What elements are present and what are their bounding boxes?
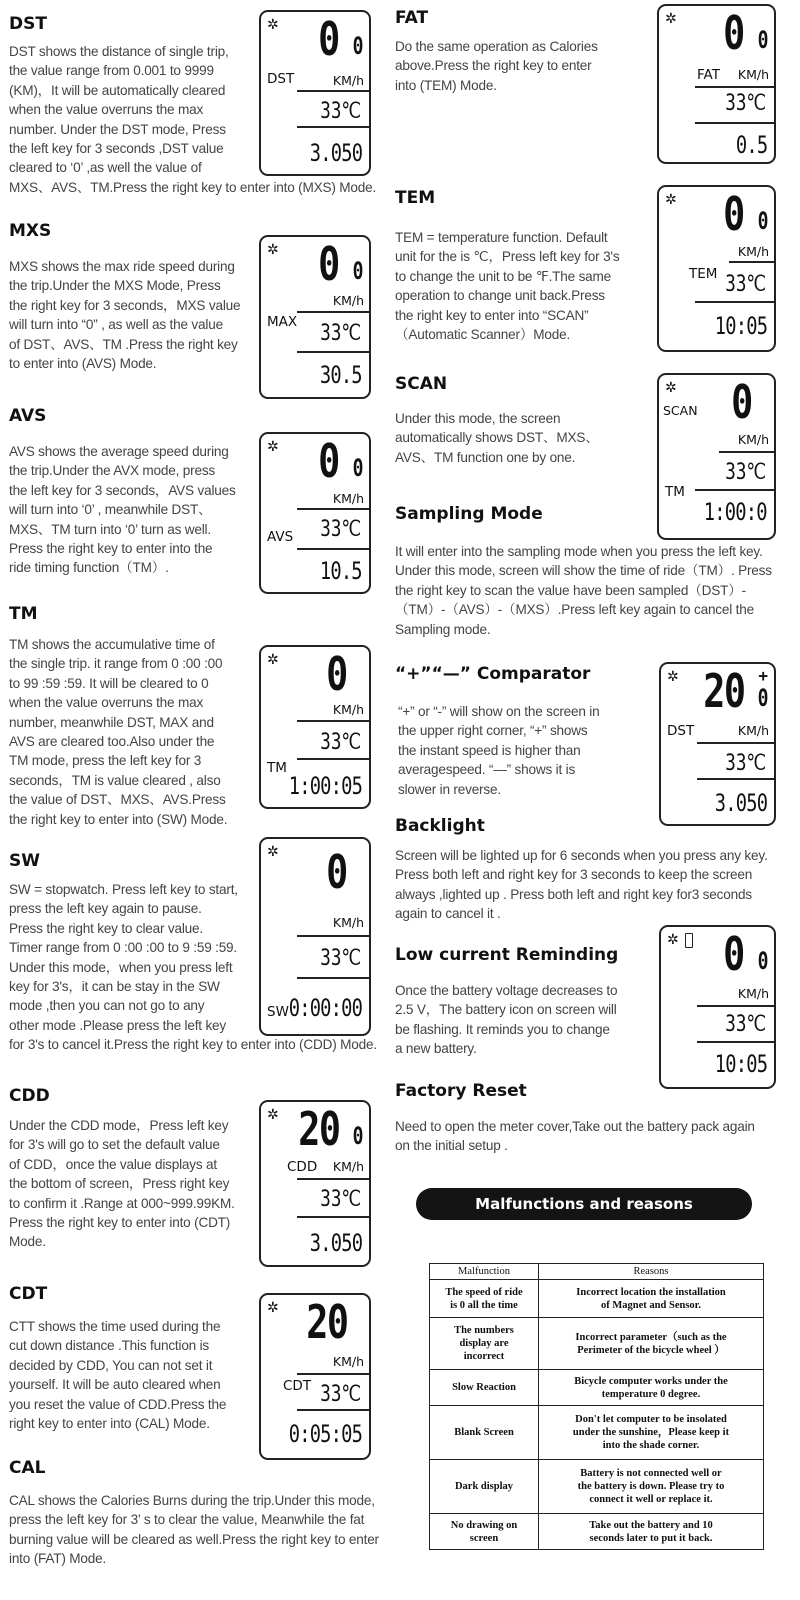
sampling-text: It will enter into the sampling mode when you press the left key. Under this mode, screen will show the time of ride（TM）. Press the right key to scan the value have been sampled（DST）- （TM）-（AVS）-（MXS）.Press left key again to cancel the Sampling mode. xyxy=(395,544,772,637)
lcd-divider xyxy=(297,90,369,92)
lcd-lowcurrent xyxy=(659,925,776,1089)
backlight-text: Screen will be lighted up for 6 seconds when you press any key. Press both left and right key for 3 seconds to keep the screen always ,lighted up . Press both left and right key for3 seconds again to cancel it . xyxy=(395,848,768,922)
lcd-speed: 0 xyxy=(723,6,744,60)
table-row xyxy=(430,1460,764,1514)
cal-text: CAL shows the Calories Burns during the trip.Under this mode, press the left key for 3’ s to clear the value, Meanwhile the fat burning value will be cleared as well.Press the right key to enter into (FAT) Mode. xyxy=(9,1493,379,1567)
lcd-temperature: 33℃ xyxy=(320,1187,361,1212)
comparator-text: “+” or “-” will show on the screen in the upper right corner, “+” shows the instant speed is higher than averagespeed. “—” shows it is slower in reverse. xyxy=(398,704,600,797)
gear-icon: ✲ xyxy=(665,192,677,208)
malfunctions-table xyxy=(429,1263,764,1550)
lcd-value: 0.5 xyxy=(735,131,767,159)
gear-icon: ✲ xyxy=(267,17,279,33)
lcd-fat xyxy=(657,4,776,164)
sampling-heading: Sampling Mode xyxy=(395,504,543,524)
factory-heading: Factory Reset xyxy=(395,1081,527,1101)
lcd-temperature: 33℃ xyxy=(320,321,361,346)
lcd-divider xyxy=(695,122,774,124)
lowcurrent-text: Once the battery voltage decreases to 2.5 V，The battery icon on screen will be flashing. It reminds you to change a new battery. xyxy=(395,983,618,1057)
battery-icon xyxy=(685,933,693,948)
lcd-temperature: 33℃ xyxy=(320,517,361,542)
lcd-divider xyxy=(297,1373,369,1375)
column-header: Malfunction xyxy=(430,1264,539,1280)
lcd-divider xyxy=(697,1005,774,1007)
lcd-unit: KM/h xyxy=(332,491,364,506)
reason-cell: Incorrect location the installation of Magnet and Sensor. xyxy=(539,1280,764,1318)
lcd-unit: KM/h xyxy=(332,702,364,717)
fat-heading: FAT xyxy=(395,8,429,28)
tm-text: TM shows the accumulative time of the single trip. it range from 0 :00 :00 to 99 :59 :59. It will be cleared to 0 when the value overruns the max number, meanwhile DST, MAX and AVS are cleared too.Also under the TM mode, press the left key for 3 seconds，TM is value cleared , also the value of DST、MXS、AVS.Press the right key to enter into (SW) Mode. xyxy=(9,637,228,827)
lcd-speed: 0 xyxy=(318,12,339,66)
lcd-mode: CDD xyxy=(287,1159,318,1175)
cdt-text: CTT shows the time used during the cut down distance .This function is decided by CDD, You can not set it yourself. It will be auto cleared when you reset the value of CDD.Press the right key to enter into (CAL) Mode. xyxy=(9,1319,227,1432)
lcd-temperature: 33℃ xyxy=(725,272,766,297)
lcd-temperature: 33℃ xyxy=(725,460,766,485)
lcd-mode: MAX xyxy=(267,314,298,330)
lcd-speed: 0 xyxy=(326,647,347,701)
table-row xyxy=(430,1318,764,1370)
lcd-unit: KM/h xyxy=(332,1354,364,1369)
lcd-divider xyxy=(697,742,774,744)
malfunction-cell: No drawing on screen xyxy=(430,1514,539,1550)
lcd-mode: CDT xyxy=(283,1378,312,1394)
lcd-divider xyxy=(695,489,774,491)
lcd-speed: 20 xyxy=(702,664,744,718)
lcd-mode: TEM xyxy=(689,266,718,282)
lcd-divider xyxy=(297,311,369,313)
malfunctions-banner: Malfunctions and reasons xyxy=(416,1188,752,1220)
lcd-dst xyxy=(259,10,371,176)
reason-cell: Bicycle computer works under the temperature 0 degree. xyxy=(539,1370,764,1406)
lcd-speed: 20 xyxy=(297,1102,339,1156)
lcd-speed-decimal: 0 xyxy=(757,684,768,712)
lcd-value: 10.5 xyxy=(320,557,362,585)
reason-cell: Don't let computer to be insolated under the sunshine，Please keep it into the shade corner. xyxy=(539,1406,764,1460)
lcd-mode: FAT xyxy=(697,67,720,83)
gear-icon: ✲ xyxy=(267,439,279,455)
lcd-unit: KM/h xyxy=(737,986,769,1001)
lcd-divider xyxy=(695,301,774,303)
lcd-temperature: 33℃ xyxy=(725,1012,766,1037)
lcd-speed-decimal: 0 xyxy=(757,26,768,54)
gear-icon: ✲ xyxy=(665,11,677,27)
malfunction-cell: The speed of ride is 0 all the time xyxy=(430,1280,539,1318)
table-row xyxy=(430,1280,764,1318)
table-row xyxy=(430,1370,764,1406)
lcd-value: 3.050 xyxy=(309,139,362,167)
fat-text: Do the same operation as Calories above.Press the right key to enter into (TEM) Mode. xyxy=(395,39,598,93)
lcd-speed: 0 xyxy=(731,375,752,429)
lcd-tm xyxy=(259,645,371,809)
lcd-unit: KM/h xyxy=(332,915,364,930)
lcd-unit: KM/h xyxy=(332,293,364,308)
lcd-value: 10:05 xyxy=(714,1050,767,1078)
lowcurrent-heading: Low current Reminding xyxy=(395,945,619,965)
table-header-row xyxy=(430,1264,764,1280)
lcd-divider xyxy=(297,1216,369,1218)
comparator-heading: “+”“—” Comparator xyxy=(395,664,591,684)
lcd-divider xyxy=(297,126,369,128)
lcd-unit: KM/h xyxy=(737,67,769,82)
plus-sign: + xyxy=(758,666,768,685)
cal-heading: CAL xyxy=(9,1458,46,1478)
tem-text: TEM = temperature function. Default unit for the is ℃，Press left key for 3's to change the unit to be ℉.The same operation to change unit back.Press the right key to enter into “SCAN” （Automatic Scanner）Mode. xyxy=(395,230,620,343)
sw-heading: SW xyxy=(9,851,40,871)
lcd-speed: 0 xyxy=(723,927,744,981)
lcd-value: 0:05:05 xyxy=(288,1420,362,1448)
lcd-divider xyxy=(297,758,369,760)
lcd-divider xyxy=(297,1178,369,1180)
lcd-unit: KM/h xyxy=(737,723,769,738)
reason-cell: Incorrect parameter（such as the Perimeter of the bicycle wheel ） xyxy=(539,1318,764,1370)
backlight-heading: Backlight xyxy=(395,816,485,836)
lcd-avs xyxy=(259,432,371,594)
gear-icon: ✲ xyxy=(267,1300,279,1316)
lcd-temperature: 33℃ xyxy=(320,1382,361,1407)
lcd-speed-decimal: 0 xyxy=(757,207,768,235)
lcd-divider xyxy=(729,261,774,263)
lcd-speed-decimal: 0 xyxy=(352,32,363,60)
lcd-speed: 20 xyxy=(305,1295,347,1349)
lcd-speed-decimal: 0 xyxy=(352,454,363,482)
gear-icon: ✲ xyxy=(667,669,679,685)
lcd-mode: SW xyxy=(267,1004,289,1020)
malfunction-cell: Blank Screen xyxy=(430,1406,539,1460)
lcd-temperature: 33℃ xyxy=(320,946,361,971)
lcd-speed: 0 xyxy=(326,845,347,899)
lcd-speed: 0 xyxy=(318,434,339,488)
lcd-unit: KM/h xyxy=(737,244,769,259)
lcd-divider xyxy=(297,351,369,353)
dst-text: DST shows the distance of single trip, the value range from 0.001 to 9999 (KM)，It will be automatically cleared when the value overruns the max number. Under the DST mode, Press the left key for 3 seconds ,DST value cleared to ‘0’ ,as well the value of MXS、AVS、TM.Press the right key to enter into (MXS) Mode. xyxy=(9,44,377,195)
lcd-divider xyxy=(297,977,369,979)
reason-cell: Take out the battery and 10 seconds later to put it back. xyxy=(539,1514,764,1550)
lcd-mode: AVS xyxy=(267,529,294,545)
lcd-divider xyxy=(697,778,774,780)
column-header: Reasons xyxy=(539,1264,764,1280)
table-row xyxy=(430,1514,764,1550)
lcd-value: 1:00:05 xyxy=(288,772,362,800)
lcd-value: 0:00:00 xyxy=(288,994,362,1022)
scan-heading: SCAN xyxy=(395,374,448,394)
mxs-heading: MXS xyxy=(9,221,52,241)
lcd-comparator xyxy=(659,662,776,826)
lcd-divider xyxy=(697,1041,774,1043)
dst-heading: DST xyxy=(9,14,47,34)
lcd-mode: TM xyxy=(267,760,287,776)
scan-text: Under this mode, the screen automatically shows DST、MXS、 AVS、TM function one by one. xyxy=(395,411,599,465)
gear-icon: ✲ xyxy=(267,844,279,860)
gear-icon: ✲ xyxy=(267,652,279,668)
lcd-speed-decimal: 0 xyxy=(352,1122,363,1150)
lcd-divider xyxy=(719,451,774,453)
lcd-divider xyxy=(297,508,369,510)
lcd-speed: 0 xyxy=(723,187,744,241)
lcd-speed-decimal: 0 xyxy=(352,257,363,285)
gear-icon: ✲ xyxy=(667,932,679,948)
lcd-divider xyxy=(297,935,369,937)
lcd-unit: KM/h xyxy=(332,1159,364,1174)
lcd-value: 3.050 xyxy=(309,1229,362,1257)
lcd-divider xyxy=(695,86,774,88)
lcd-cdd xyxy=(259,1100,371,1267)
cdt-heading: CDT xyxy=(9,1284,48,1304)
sw-text: SW = stopwatch. Press left key to start, press the left key again to pause. Press the right key to clear value. Timer range from 0 :00 :00 to 9 :59 :59. Under this mode，when you press left key for 3's，it can be stay in the SW mode ,then you can not go to any other mode .Please press the left key for 3's to cancel it.Press the right key to enter into (CDD) Mode. xyxy=(9,882,377,1053)
malfunction-cell: Slow Reaction xyxy=(430,1370,539,1406)
avs-text: AVS shows the average speed during the trip.Under the AVX mode, press the left key for 3 seconds，AVS values will turn into ‘0’ , meanwhile DST、 MXS、TM turn into ‘0’ turn as well. Press the right key to enter into the ride timing function（TM）. xyxy=(9,444,236,576)
lcd-temperature: 33℃ xyxy=(725,91,766,116)
lcd-value: 10:05 xyxy=(714,312,767,340)
lcd-speed: 0 xyxy=(318,237,339,291)
lcd-divider xyxy=(297,1409,369,1411)
lcd-value: 30.5 xyxy=(320,361,362,389)
mxs-text: MXS shows the max ride speed during the trip.Under the MXS Mode, Press the right key for 3 seconds，MXS value will turn into “0” , as well as the value of DST、AVS、TM .Press the right key to enter into (AVS) Mode. xyxy=(9,259,241,372)
lcd-tem xyxy=(657,185,776,352)
lcd-mxs xyxy=(259,235,371,399)
malfunction-cell: Dark display xyxy=(430,1460,539,1514)
lcd-cdt xyxy=(259,1293,371,1460)
lcd-value: 3.050 xyxy=(714,789,767,817)
tm-heading: TM xyxy=(9,604,38,624)
lcd-unit: KM/h xyxy=(737,432,769,447)
lcd-sw xyxy=(259,837,371,1036)
malfunction-cell: The numbers display are incorrect xyxy=(430,1318,539,1370)
table-row xyxy=(430,1406,764,1460)
avs-heading: AVS xyxy=(9,406,47,426)
lcd-unit: KM/h xyxy=(332,73,364,88)
gear-icon: ✲ xyxy=(267,1107,279,1123)
lcd-value: 1:00:0 xyxy=(704,498,767,526)
lcd-temperature: 33℃ xyxy=(725,751,766,776)
reason-cell: Battery is not connected well or the battery is down. Please try to connect it well or replace it. xyxy=(539,1460,764,1514)
lcd-divider xyxy=(297,720,369,722)
lcd-mode-top: SCAN xyxy=(663,403,698,418)
factory-text: Need to open the meter cover,Take out the battery pack again on the initial setup . xyxy=(395,1119,755,1154)
tem-heading: TEM xyxy=(395,188,436,208)
lcd-mode: DST xyxy=(667,723,695,739)
cdd-text: Under the CDD mode，Press left key for 3's will go to set the default value of CDD，once the value displays at the bottom of screen，Press right key to confirm it .Range at 000~999.99KM. Press the right key to enter into (CDT) Mode. xyxy=(9,1118,235,1250)
cdd-heading: CDD xyxy=(9,1086,50,1106)
lcd-speed-decimal: 0 xyxy=(757,947,768,975)
lcd-divider xyxy=(297,548,369,550)
lcd-scan xyxy=(657,373,776,540)
lcd-temperature: 33℃ xyxy=(320,99,361,124)
gear-icon: ✲ xyxy=(665,380,677,396)
lcd-mode: DST xyxy=(267,71,295,87)
lcd-mode: TM xyxy=(665,484,685,500)
gear-icon: ✲ xyxy=(267,242,279,258)
lcd-temperature: 33℃ xyxy=(320,730,361,755)
